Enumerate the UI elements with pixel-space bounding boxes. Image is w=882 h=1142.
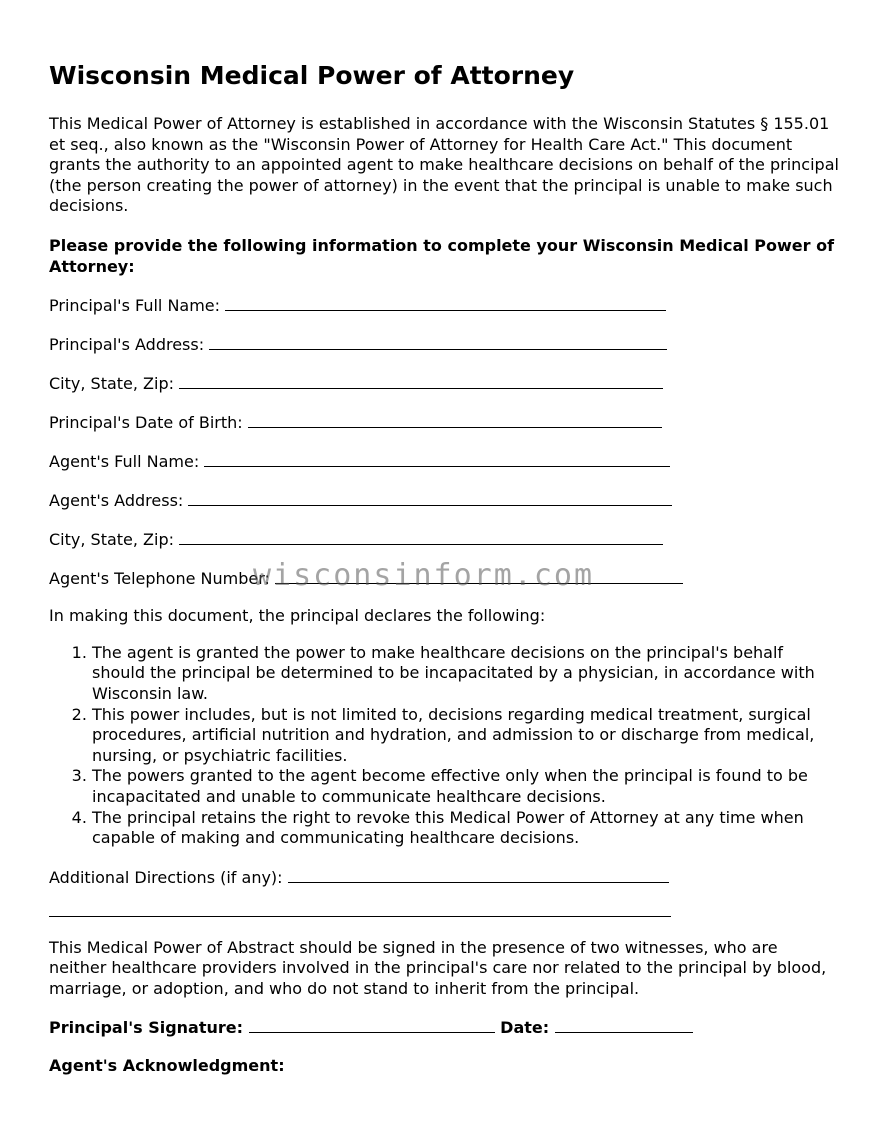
- list-item: 2. This power includes, but is not limited to, decisions regarding medical treatment, surgical procedures, artificial nutrition and hydration, and admission to or discharge from medical, nursing, or psychiatric facilities.: [92, 705, 839, 767]
- date-line[interactable]: [555, 1016, 693, 1033]
- fill-line[interactable]: [179, 528, 663, 545]
- field-principal-name[interactable]: [49, 294, 839, 316]
- fill-line[interactable]: [188, 489, 672, 506]
- field-label: Agent's Address:: [49, 491, 184, 511]
- field-label: City, State, Zip:: [49, 530, 175, 550]
- field-label: Agent's Full Name:: [49, 452, 200, 472]
- signature-label: Principal's Signature:: [49, 1018, 244, 1038]
- fill-line[interactable]: [209, 333, 667, 350]
- fill-line[interactable]: [49, 900, 671, 917]
- signature-line[interactable]: [249, 1016, 495, 1033]
- declaration-intro: In making this document, the principal declares the following:: [49, 606, 546, 626]
- field-principal-address[interactable]: [49, 333, 839, 355]
- document-page: [49, 58, 839, 1076]
- field-label: Principal's Address:: [49, 335, 205, 355]
- fill-line[interactable]: [288, 866, 669, 883]
- list-item: 3. The powers granted to the agent become effective only when the principal is found to be incapacitated and unable to communicate healthcare decisions.: [92, 766, 839, 807]
- document-title: Wisconsin Medical Power of Attorney: [49, 61, 575, 90]
- list-item: 1. The agent is granted the power to make healthcare decisions on the principal's behalf should the principal be determined to be incapacitated by a physician, in accordance with Wisconsin law.: [92, 643, 839, 705]
- fill-line[interactable]: [248, 411, 662, 428]
- field-label: Principal's Full Name:: [49, 296, 221, 316]
- intro-paragraph: This Medical Power of Attorney is established in accordance with the Wisconsin Statutes § 155.01 et seq., also known as the "Wisconsin Power of Attorney for Health Care Act." This document grants the authority to an appointed agent to make healthcare decisions on behalf of the principal (the person creating the power of attorney) in the event that the principal is unable to make such decisions.: [49, 114, 839, 216]
- instructions-heading: Please provide the following information to complete your Wisconsin Medical Power of Attorney:: [49, 235, 835, 276]
- signature-row: [49, 1016, 839, 1038]
- fill-line[interactable]: [179, 372, 663, 389]
- field-principal-dob[interactable]: [49, 411, 839, 433]
- additional-directions-continuation[interactable]: [49, 900, 839, 921]
- field-agent-city-state-zip[interactable]: [49, 528, 839, 550]
- field-label: Principal's Date of Birth:: [49, 413, 243, 433]
- field-agent-name[interactable]: [49, 450, 839, 472]
- fill-line[interactable]: [275, 567, 683, 584]
- field-principal-city-state-zip[interactable]: [49, 372, 839, 394]
- date-label: Date:: [500, 1018, 550, 1038]
- watermark: wisconsinform.com: [253, 558, 595, 593]
- field-label: Agent's Telephone Number:: [49, 569, 270, 589]
- fill-line[interactable]: [225, 294, 666, 311]
- field-label: Additional Directions (if any):: [49, 867, 283, 887]
- declarations-list: [49, 643, 839, 849]
- agent-acknowledgment-heading: Agent's Acknowledgment:: [49, 1056, 285, 1076]
- field-additional-directions[interactable]: [49, 866, 839, 888]
- witness-paragraph: This Medical Power of Abstract should be signed in the presence of two witnesses, who are neither healthcare providers involved in the principal's care nor related to the principal by blood, marriage, or adoption, and who do not stand to inherit from the principal.: [49, 937, 827, 998]
- fill-line[interactable]: [204, 450, 670, 467]
- list-item: 4. The principal retains the right to revoke this Medical Power of Attorney at any time when capable of making and communicating healthcare decisions.: [92, 808, 839, 849]
- field-agent-telephone[interactable]: [49, 567, 839, 589]
- field-label: City, State, Zip:: [49, 374, 175, 394]
- field-agent-address[interactable]: [49, 489, 839, 511]
